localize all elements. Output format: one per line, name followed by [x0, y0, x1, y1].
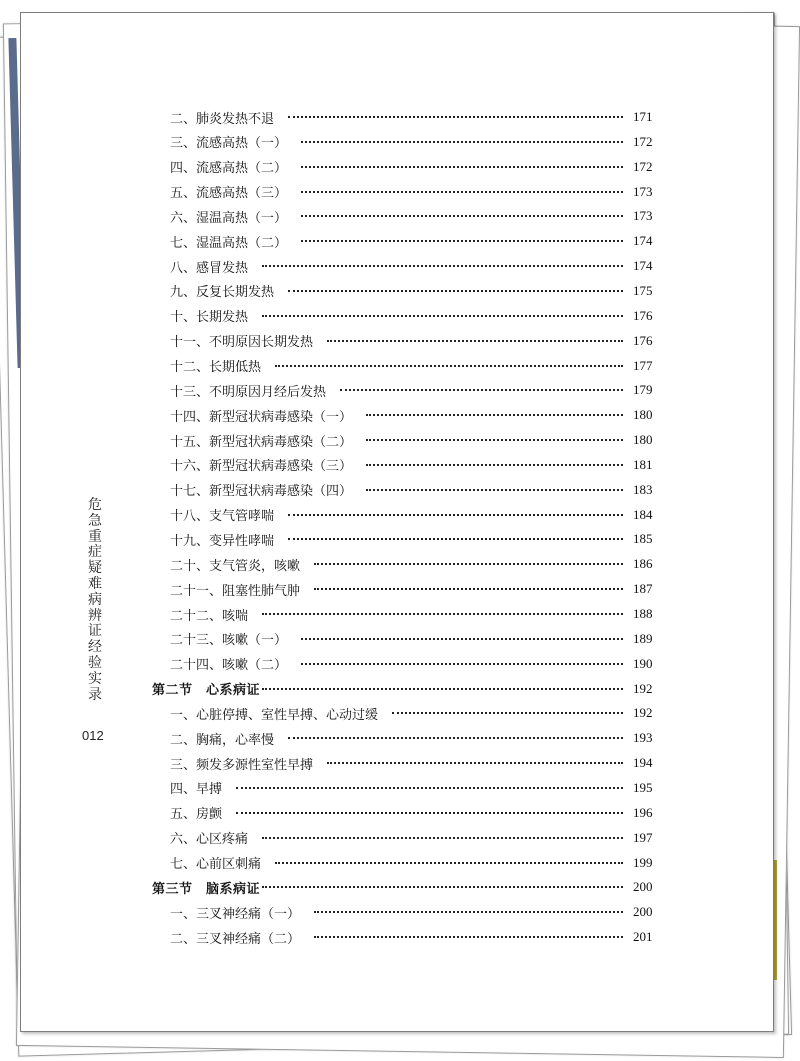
toc-page-number: 199: [633, 854, 653, 870]
toc-entry-title: 二、胸痛，心率慢: [170, 732, 275, 748]
toc-page-number: 173: [633, 183, 653, 199]
toc-entry-row[interactable]: [0, 726, 800, 750]
leader-dots: [301, 191, 623, 193]
toc-page-number: 189: [633, 630, 653, 646]
toc-page-number: 195: [633, 779, 653, 795]
toc-page-number: 201: [633, 929, 653, 945]
toc-page-number: 180: [633, 432, 653, 448]
toc-entry-title: 四、早搏: [170, 782, 223, 798]
leader-dots: [366, 439, 623, 441]
toc-entry-title: 十一、不明原因长期发热: [170, 335, 314, 351]
leader-dots: [275, 862, 623, 864]
toc-entry-title: 十、长期发热: [170, 310, 249, 326]
toc-entry-title: 十三、不明原因月经后发热: [170, 384, 327, 400]
leader-dots: [288, 514, 623, 516]
toc-page-number: 171: [633, 109, 653, 124]
toc-entry-title: 二十、支气管炎，咳嗽: [170, 558, 301, 574]
toc-entry-title: 第二节 心系病证: [152, 683, 261, 699]
toc-section-row[interactable]: [0, 677, 800, 701]
toc-entry-row[interactable]: [0, 180, 800, 204]
leader-dots: [262, 315, 623, 317]
toc-page-number: 173: [633, 208, 653, 224]
toc-page-number: 192: [633, 680, 653, 696]
toc-page-number: 175: [633, 282, 653, 298]
leader-dots: [314, 588, 623, 590]
leader-dots: [340, 389, 623, 391]
toc-entry-row[interactable]: [0, 552, 800, 576]
toc-entry-title: 十五、新型冠状病毒感染（二）: [170, 434, 353, 450]
leader-dots: [275, 365, 623, 367]
toc-entry-row[interactable]: [0, 751, 800, 775]
leader-dots: [392, 712, 623, 714]
side-title-char: 验: [88, 654, 102, 671]
toc-entry-row[interactable]: [0, 403, 800, 427]
leader-dots: [301, 638, 623, 640]
toc-entry-title: 四、流感高热（二）: [170, 161, 288, 177]
toc-entry-title: 二、肺炎发热不退: [170, 111, 275, 127]
toc-entry-title: 十六、新型冠状病毒感染（三）: [170, 459, 353, 475]
leader-dots: [288, 116, 623, 118]
toc-entry-title: 七、湿温高热（二）: [170, 235, 288, 251]
toc-entry-row[interactable]: [0, 627, 800, 651]
toc-entry-row[interactable]: [0, 851, 800, 875]
toc-page-number: 192: [633, 705, 653, 721]
toc-entry-row[interactable]: [0, 776, 800, 800]
toc-entry-row[interactable]: [0, 229, 800, 253]
toc-entry-title: 十九、变异性哮喘: [170, 533, 275, 549]
toc-entry-row[interactable]: [0, 329, 800, 353]
leader-dots: [262, 837, 623, 839]
toc-page-number: 194: [633, 755, 653, 771]
toc-entry-title: 二十一、阻塞性肺气肿: [170, 583, 301, 599]
toc-page-number: 197: [633, 829, 653, 845]
toc-entry-row[interactable]: [0, 826, 800, 850]
leader-dots: [262, 688, 623, 690]
leader-dots: [327, 340, 623, 342]
toc-entry-title: 三、流感高热（一）: [170, 136, 288, 152]
toc-entry-row[interactable]: [0, 577, 800, 601]
toc-entry-title: 六、湿温高热（一）: [170, 210, 288, 226]
leader-dots: [236, 812, 623, 814]
side-title-char: 重: [88, 528, 102, 545]
side-title-char: 危: [88, 497, 102, 513]
leader-dots: [301, 141, 623, 143]
side-title-char: 经: [88, 639, 102, 656]
leader-dots: [301, 166, 623, 168]
toc-page-number: 176: [633, 332, 653, 348]
leader-dots: [236, 787, 623, 789]
page-number: 012: [82, 728, 104, 743]
side-title-char: 疑: [88, 560, 102, 577]
side-title-char: 辨: [88, 607, 102, 624]
leader-dots: [366, 414, 623, 416]
side-title-char: 录: [88, 686, 102, 703]
toc-page-number: 184: [633, 506, 653, 522]
toc-page-number: 200: [633, 879, 653, 895]
leader-dots: [327, 762, 623, 764]
toc-entry-title: 二十三、咳嗽（一）: [170, 633, 288, 649]
leader-dots: [301, 215, 623, 217]
toc-entry-row[interactable]: [0, 354, 800, 378]
toc-page-number: 176: [633, 307, 653, 323]
toc-page-number: 183: [633, 481, 653, 497]
toc-entry-title: 五、流感高热（三）: [170, 186, 288, 202]
leader-dots: [366, 489, 623, 491]
leader-dots: [314, 911, 623, 913]
toc-page-number: 172: [633, 158, 653, 174]
toc-entry-title: 二十四、咳嗽（二）: [170, 658, 288, 674]
toc-entry-title: 二十二、咳喘: [170, 608, 249, 624]
toc-entry-title: 十八、支气管哮喘: [170, 509, 275, 525]
toc-entry-row[interactable]: [0, 602, 800, 626]
toc-entry-row[interactable]: [0, 652, 800, 676]
toc-entry-row[interactable]: [0, 378, 800, 402]
toc-entry-row[interactable]: [0, 428, 800, 452]
toc-page-number: 180: [633, 407, 653, 423]
toc-page-number: 188: [633, 606, 653, 621]
leader-dots: [288, 290, 623, 292]
toc-entry-title: 三、频发多源性室性早搏: [170, 757, 314, 773]
toc-page-number: 177: [633, 357, 653, 373]
toc-entry-title: 九、反复长期发热: [170, 285, 275, 301]
toc-page-number: 185: [633, 531, 653, 547]
toc-entry-title: 五、房颤: [170, 807, 223, 823]
toc-entry-row[interactable]: [0, 453, 800, 477]
toc-page-number: 172: [633, 133, 653, 149]
toc-entry-row[interactable]: [0, 130, 800, 154]
toc-entry-row[interactable]: [0, 204, 800, 228]
side-title-char: 病: [88, 591, 102, 608]
toc-entry-title: 十二、长期低热: [170, 360, 262, 375]
leader-dots: [366, 464, 623, 466]
toc-entry-title: 第三节 脑系病证: [152, 881, 261, 897]
leader-dots: [262, 886, 623, 888]
leader-dots: [314, 936, 623, 938]
toc-page-number: 174: [633, 258, 653, 274]
leader-dots: [262, 265, 623, 267]
side-title-char: 难: [88, 575, 102, 592]
side-title-char: 实: [88, 670, 102, 687]
leader-dots: [288, 737, 623, 739]
toc-entry-title: 七、心前区刺痛: [170, 857, 262, 872]
leader-dots: [262, 613, 623, 615]
toc-page-number: 187: [633, 581, 653, 597]
toc-entry-row[interactable]: [0, 503, 800, 527]
toc-page-number: 190: [633, 655, 653, 671]
toc-entry-row[interactable]: [0, 155, 800, 179]
leader-dots: [301, 240, 623, 242]
toc-entry-title: 十四、新型冠状病毒感染（一）: [170, 409, 353, 425]
toc-entry-row[interactable]: [0, 279, 800, 303]
toc-page-number: 196: [633, 804, 653, 820]
toc-entry-title: 一、三叉神经痛（一）: [170, 906, 301, 922]
toc-page-number: 193: [633, 730, 653, 746]
leader-dots: [314, 563, 623, 565]
toc-entry-row[interactable]: [0, 105, 800, 129]
side-title-char: 证: [88, 623, 102, 640]
leader-dots: [288, 538, 623, 540]
toc-page-number: 179: [633, 382, 653, 398]
toc-entry-row[interactable]: [0, 527, 800, 551]
toc-entry-row[interactable]: [0, 478, 800, 502]
side-title-char: 急: [88, 512, 102, 529]
toc-entry-row[interactable]: [0, 900, 800, 924]
toc-page-number: 200: [633, 904, 653, 920]
leader-dots: [301, 663, 623, 665]
toc-section-row[interactable]: [0, 875, 800, 899]
toc-entry-title: 六、心区疼痛: [170, 832, 249, 848]
toc-entry-title: 一、心脏停搏、室性早搏、心动过缓: [170, 707, 379, 723]
toc-entry-row[interactable]: [0, 925, 800, 949]
toc-page-number: 174: [633, 233, 653, 249]
toc-entry-row[interactable]: [0, 701, 800, 725]
toc-entry-title: 八、感冒发热: [170, 260, 249, 276]
toc-entry-row[interactable]: [0, 304, 800, 328]
toc-page-number: 186: [633, 556, 653, 572]
toc-entry-title: 二、三叉神经痛（二）: [170, 931, 301, 947]
toc-entry-row[interactable]: [0, 801, 800, 825]
side-title-char: 症: [88, 544, 102, 561]
toc-page-number: 181: [633, 456, 653, 472]
toc-entry-row[interactable]: [0, 254, 800, 278]
toc-entry-title: 十七、新型冠状病毒感染（四）: [170, 484, 353, 500]
